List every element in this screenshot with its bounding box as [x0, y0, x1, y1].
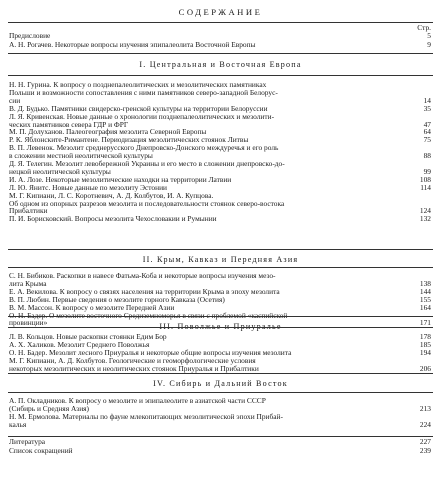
- divider: [8, 267, 433, 268]
- page-number: 99: [423, 166, 431, 176]
- page-number: 164: [419, 302, 431, 312]
- divider: [8, 392, 433, 393]
- toc-entry-line: Л. Ю. Янитс. Новые данные по мезолиту Эстонии: [9, 182, 167, 192]
- divider: [8, 373, 433, 374]
- page-number: 5: [427, 31, 431, 40]
- toc-entry-line: провинции»: [9, 318, 48, 328]
- page-number: 138: [419, 278, 431, 288]
- page-title: СОДЕРЖАНИЕ: [178, 7, 263, 17]
- divider: [8, 327, 433, 328]
- page-number: 224: [419, 419, 431, 429]
- toc-entry-line: П. И. Борисковский. Вопросы мезолита Чехословакии и Румынии: [9, 214, 217, 224]
- toc-entry-line: сии: [9, 95, 21, 105]
- page-number: 213: [419, 403, 431, 413]
- page-number: 178: [419, 332, 431, 341]
- toc-entry-line: С. Н. Бибиков. Раскопки в навесе Фатьма-Коба и некоторые вопросы изучения мезо-: [9, 271, 276, 280]
- toc-entry-line: нецкой неолитической культуры: [9, 166, 111, 176]
- toc-entry: Список сокращений: [9, 446, 73, 455]
- page-number: 35: [423, 103, 431, 113]
- page-number: 114: [420, 182, 431, 192]
- toc-entry-line: Д. Я. Телегин. Мезолит левобережной Украины и его место в сложении днепровско-до-: [9, 159, 285, 168]
- page-number: 64: [423, 127, 431, 137]
- page-number: 171: [419, 318, 431, 328]
- divider: [8, 316, 433, 317]
- toc-entry-line: В. Д. Будько. Памятники свидерско-гренской культуры на территории Белоруссии: [9, 103, 268, 113]
- page-number: 194: [419, 347, 431, 357]
- toc-entry-line: Н. М. Ермолова. Материалы по фауне млекопитающих мезолитической эпохи Прибай-: [9, 411, 283, 421]
- toc-entry-line: О. Н. Бадер. О мезолите восточного Средиземноморья в связи с проблемой «каспийской: [9, 310, 288, 320]
- page-number: 144: [419, 286, 431, 296]
- toc-entry-line: Р. К. Яблонските-Римантене. Периодизация мезолитических стоянок Литвы: [9, 135, 249, 145]
- toc-entry-line: лита Крыма: [9, 278, 47, 288]
- toc-entry-line: некоторых мезолитических и неолитических стоянок Приуралья и Прибалтики: [9, 363, 259, 373]
- section-title: II. Крым, Кавказ и Передняя Азия: [142, 255, 299, 264]
- toc-entry-line: ческих памятников севера ГДР и ФРГ: [9, 119, 129, 129]
- section-title: III. Поволжье и Приуралье: [159, 322, 282, 331]
- page-number: 206: [419, 363, 431, 373]
- toc-entry-line: Л. В. Кольцов. Новые раскопки стоянки Едим Бор: [9, 332, 167, 341]
- page-number: 124: [419, 206, 431, 216]
- page-number: 239: [419, 446, 431, 455]
- toc-entry-line: В. П. Любин. Первые сведения о мезолите горного Кавказа (Осетия): [9, 294, 225, 304]
- toc-entry-line: В. П. Левенок. Мезолит среднерусского Днепровско-Донского междуречья и его роль: [9, 143, 279, 153]
- toc-entry-line: В. М. Массон. К вопросу о мезолите Передней Азии: [9, 302, 175, 312]
- toc-entry-line: Н. Н. Гурина. К вопросу о позднепалеолитических и мезолитических памятниках: [9, 80, 267, 89]
- toc-entry-line: И. А. Лозе. Некоторые мезолитические находки на территории Латвии: [9, 174, 232, 184]
- toc-entry: Литература: [9, 437, 46, 446]
- page-number: 155: [419, 294, 431, 304]
- toc-entry-line: А. П. Окладников. К вопросу о мезолите и эпипалеолите в азиатской части СССР: [9, 396, 266, 405]
- section-title: IV. Сибирь и Дальний Восток: [153, 379, 288, 388]
- toc-entry-line: М. П. Долуханов. Палеогеография мезолита Северной Европы: [9, 127, 207, 137]
- toc-entry-line: М. Г. Кипиани, А. Д. Колбутов. Геологические и геоморфологические условия: [9, 355, 256, 365]
- page-number: 227: [419, 437, 431, 446]
- section-title: I. Центральная и Восточная Европа: [139, 60, 302, 69]
- divider: [8, 53, 433, 54]
- page-number: 132: [419, 214, 431, 224]
- page-number: 185: [419, 339, 431, 349]
- page-number: 108: [419, 174, 431, 184]
- toc-entry-line: Е. А. Векилова. К вопросу о связях населения на территории Крыма в эпоху мезолита: [9, 286, 280, 296]
- toc-entry-line: Л. Я. Кривенская. Новые данные о хронологии позднепалеолитических и мезолити-: [9, 111, 275, 121]
- toc-entry-line: О. Н. Бадер. Мезолит лесного Приуралья и некоторые общие вопросы изучения мезолита: [9, 347, 292, 357]
- toc-entry-line: (Сибирь и Средняя Азия): [9, 403, 90, 413]
- divider: [8, 436, 433, 437]
- page-column-label: Стр.: [417, 23, 431, 32]
- divider: [8, 22, 433, 23]
- toc-entry: А. Н. Рогачев. Некоторые вопросы изучения эпипалеолита Восточной Европы: [9, 40, 256, 49]
- divider: [8, 75, 433, 76]
- toc-entry-line: Прибалтики: [9, 206, 48, 216]
- page-number: 88: [423, 151, 431, 161]
- page-number: 47: [423, 119, 431, 129]
- page-number: 14: [423, 95, 431, 105]
- divider: [8, 249, 433, 250]
- toc-entry-line: М. Г. Кипиани, Л. С. Коротневич, А. Д. Колбутов, И. А. Купцова.: [9, 190, 214, 200]
- page-number: 9: [427, 40, 431, 49]
- toc-entry-line: Об одном из опорных разрезов мезолита и последовательности стоянок северо-востока: [9, 198, 285, 208]
- toc-entry-line: в сложении местной неолитической культуры: [9, 151, 153, 161]
- toc-entry-line: Польши и возможности сопоставления с ними памятников северо-западной Белорус-: [9, 87, 278, 97]
- toc-entry-line: А. Х. Халиков. Мезолит Среднего Поволжья: [9, 339, 150, 349]
- toc-entry: Предисловие: [9, 31, 51, 40]
- toc-entry-line: калья: [9, 419, 27, 429]
- page-number: 75: [423, 135, 431, 145]
